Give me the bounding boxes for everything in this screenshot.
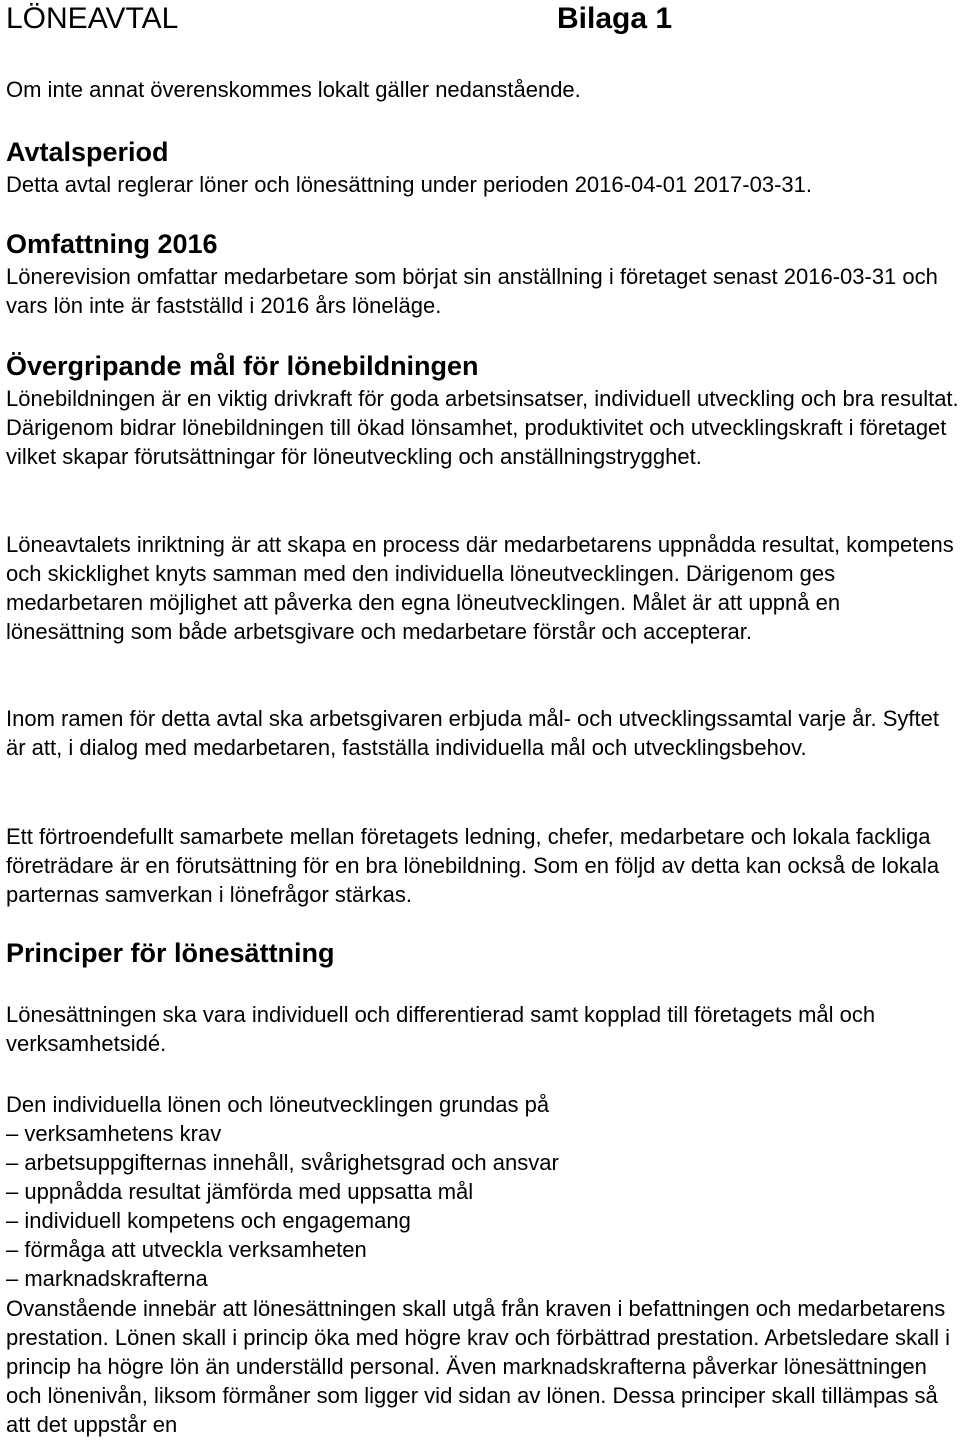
list-item: – marknadskrafterna bbox=[6, 1266, 208, 1291]
section-heading: Avtalsperiod bbox=[6, 137, 169, 167]
list-item: – individuell kompetens och engagemang bbox=[6, 1208, 411, 1233]
section-text: Lönerevision omfattar medarbetare som börjat sin anställning i företaget senast 2016-03-31 och vars lön inte är fastställd i 2016 års löneläge. bbox=[6, 264, 938, 318]
list-item: – uppnådda resultat jämförda med uppsatta mål bbox=[6, 1179, 474, 1204]
paragraph: Lönesättningen ska vara individuell och differentierad samt kopplad till företagets mål och verksamhetsidé. bbox=[6, 1002, 876, 1056]
document-header bbox=[6, 2, 960, 42]
paragraph: Inom ramen för detta avtal ska arbetsgivaren erbjuda mål- och utvecklingssamtal varje år. Syftet är att, i dialog med medarbetaren, fastställa individuella mål och utvecklingsbehov. bbox=[6, 706, 939, 760]
appendix-label: Bilaga 1 bbox=[557, 2, 673, 35]
section-principer bbox=[6, 937, 960, 971]
document-title: LÖNEAVTAL bbox=[6, 2, 179, 35]
section-overgripande bbox=[6, 350, 960, 471]
section-heading: Övergripande mål för lönebildningen bbox=[6, 351, 479, 381]
list-item: – verksamhetens krav bbox=[6, 1121, 222, 1146]
paragraph: Ett förtroendefullt samarbete mellan företagets ledning, chefer, medarbetare och lokala fackliga företrädare är en förutsättning för en bra lönebildning. Som en följd av detta kan också de lokala parternas samverkan i lönefrågor stärkas. bbox=[6, 824, 940, 907]
section-text: Lönebildningen är en viktig drivkraft för goda arbetsinsatser, individuell utveckling och bra resultat. Därigenom bidrar lönebildningen till ökad lönsamhet, produktivitet och utvecklingskraft i företaget vilket skapar förutsättningar för löneutveckling och anställningstrygghet. bbox=[6, 386, 959, 469]
list-intro: Den individuella lönen och löneutvecklingen grundas på bbox=[6, 1092, 550, 1117]
list-item: – förmåga att utveckla verksamheten bbox=[6, 1237, 367, 1262]
intro-text: Om inte annat överenskommes lokalt gäller nedanstående. bbox=[6, 77, 581, 102]
section-omfattning bbox=[6, 228, 960, 320]
section-heading: Principer för lönesättning bbox=[6, 938, 335, 968]
paragraph: Ovanstående innebär att lönesättningen skall utgå från kraven i befattningen och medarbetarens prestation. Lönen skall i princip öka med högre krav och förbättrad prestation. Arbetsledare skall i princip ha högre lön än underställd personal. Även marknadskrafterna påverkar lönesättningen och lönenivån, liksom förmåner som ligger vid sidan av lönen. Dessa principer skall tillämpas så att det uppstår en bbox=[6, 1296, 951, 1437]
list-item: – arbetsuppgifternas innehåll, svårighetsgrad och ansvar bbox=[6, 1150, 559, 1175]
section-avtalsperiod bbox=[6, 136, 960, 199]
paragraph: Löneavtalets inriktning är att skapa en process där medarbetarens uppnådda resultat, kompetens och skicklighet knyts samman med den individuella löneutvecklingen. Därigenom ges medarbetaren möjlighet att påverka den egna löneutvecklingen. Målet är att uppnå en lönesättning som både arbetsgivare och medarbetare förstår och accepterar. bbox=[6, 532, 954, 644]
section-text: Detta avtal reglerar löner och lönesättning under perioden 2016-04-01 2017-03-31. bbox=[6, 172, 812, 197]
section-heading: Omfattning 2016 bbox=[6, 229, 218, 259]
criteria-list bbox=[6, 1119, 960, 1293]
criteria-block bbox=[6, 1090, 960, 1293]
